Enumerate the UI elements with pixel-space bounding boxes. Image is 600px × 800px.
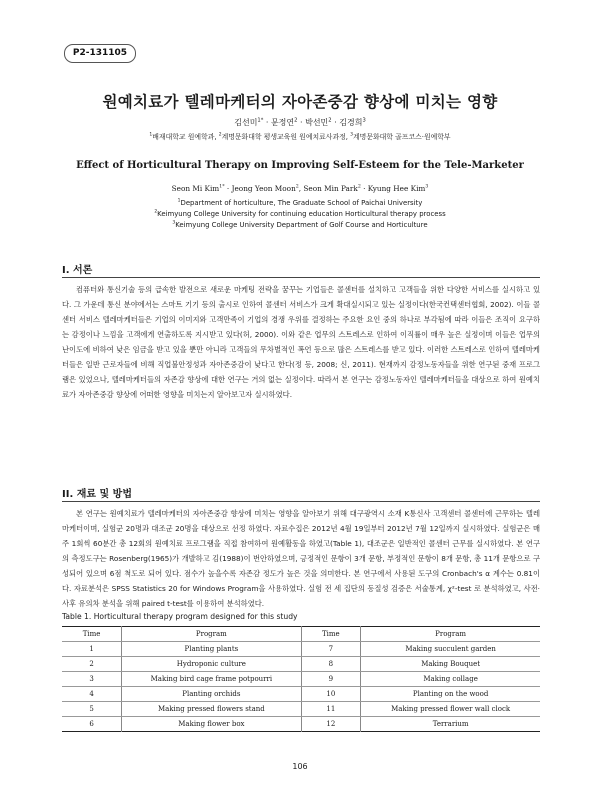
section-divider bbox=[62, 501, 540, 502]
table-cell: 2 bbox=[62, 657, 122, 672]
author-name: · 김경희 bbox=[331, 118, 363, 127]
table-cell: 8 bbox=[301, 657, 361, 672]
aff-sup: 3 bbox=[172, 220, 176, 226]
aff-text: 계명문화대학 골프코스·원예학부 bbox=[353, 133, 451, 141]
author-name: , Seon Min Park bbox=[298, 184, 358, 193]
aff-text: Department of horticulture, The Graduate School of Paichai University bbox=[180, 199, 423, 207]
table-cell: Planting on the wood bbox=[361, 687, 540, 702]
table-row bbox=[62, 642, 540, 657]
author-name: Seon Mi Kim bbox=[171, 184, 220, 193]
table-row bbox=[62, 657, 540, 672]
header-time: Time bbox=[62, 627, 122, 642]
table-cell: Planting plants bbox=[122, 642, 301, 657]
page-number: 106 bbox=[292, 762, 308, 771]
table-cell: 12 bbox=[301, 717, 361, 732]
aff-sup: 2 bbox=[154, 209, 158, 215]
english-affiliation-2 bbox=[0, 210, 600, 218]
header-time: Time bbox=[301, 627, 361, 642]
author-name: · Jeong Yeon Moon bbox=[224, 184, 296, 193]
table-cell: Making succulent garden bbox=[361, 642, 540, 657]
section-title-intro: I. 서론 bbox=[62, 265, 93, 276]
author-name: 김선미 bbox=[234, 118, 258, 127]
methods-paragraph: 본 연구는 원예치료가 텔레마케터의 자아존중감 향상에 미치는 영향을 알아보기 위해 대구광역시 소재 K통신사 고객센터 콜센터에 근무하는 텔레마케터이며, 실험군 20명과 대조군 20명을 대상으로 선정 하였다. 자료수집은 2012년 4월 19일부터 2012년 7월 12일까지 실시하였다. 실험군은 매주 1회씩 60분간 총 12회의 원예치료 프로그램을 직접 참여하여 원예활동을 하였고(Table 1), 대조군은 일반적인 콜센터 근무를 실시하였다. 본 연구의 측정도구는 Rosenberg(1965)가 개발하고 김(1988)이 번안하였으며, 긍정적인 문항이 3개 문항, 부정적인 문항이 8개 문항, 총 11개 문항으로 구성되어 있으며 6점 척도로 되어 있다. 점수가 높을수록 자존감 정도가 높은 것을 의미한다. 본 연구에서 사용된 도구의 Cronbach's α 계수는 0.81이다. 자료분석은 SPSS Statistics 20 for Windows Program을 사용하였다. 실험 전 세 집단의 동질성 검증은 서술통계, χ²-test 로 분석하였고, 사전·사후 유의차 분석을 위해 paired t-test를 이용하여 분석하였다. bbox=[62, 509, 540, 608]
aff-text: 배재대학교 원예학과, bbox=[152, 133, 219, 141]
aff-text: Keimyung College University for continuing education Horticultural therapy process bbox=[157, 210, 446, 218]
table-cell: Making collage bbox=[361, 672, 540, 687]
aff-sup: 1 bbox=[149, 132, 153, 138]
table-row bbox=[62, 687, 540, 702]
author-name: · 박선민 bbox=[297, 118, 329, 127]
table-row bbox=[62, 672, 540, 687]
author-sup: 3 bbox=[425, 184, 429, 190]
table-header-row bbox=[62, 627, 540, 642]
author-sup: 1* bbox=[219, 184, 225, 190]
english-affiliation-1 bbox=[0, 199, 600, 207]
author-sup: 2 bbox=[328, 117, 332, 124]
aff-text: Keimyung College University Department of Golf Course and Horticulture bbox=[175, 221, 428, 229]
header-program: Program bbox=[361, 627, 540, 642]
aff-text: 계명문화대학 평생교육원 원예치료사과정, bbox=[221, 133, 351, 141]
english-title: Effect of Horticultural Therapy on Improving Self-Esteem for the Tele-Marketer bbox=[76, 160, 524, 171]
table-cell: Terrarium bbox=[432, 720, 469, 728]
author-sup: 3 bbox=[362, 117, 366, 124]
table-cell: 7 bbox=[301, 642, 361, 657]
table-cell: 9 bbox=[301, 672, 361, 687]
korean-affiliations bbox=[0, 131, 600, 141]
aff-sup: 3 bbox=[350, 132, 353, 138]
section-title-methods: II. 재료 및 방법 bbox=[62, 489, 132, 500]
table-cell: Hydroponic culture bbox=[122, 657, 301, 672]
table-caption: Table 1. Horticultural therapy program designed for this study bbox=[62, 612, 298, 621]
author-sup: 2 bbox=[295, 184, 299, 190]
author-name: · Kyung Hee Kim bbox=[360, 184, 426, 193]
table-cell: Making pressed flowers stand bbox=[122, 702, 301, 717]
korean-title: 원예치료가 텔레마케터의 자아존중감 향상에 미치는 영향 bbox=[102, 93, 498, 111]
program-table bbox=[62, 626, 540, 732]
header-program: Program bbox=[122, 627, 301, 642]
table-row bbox=[62, 702, 540, 717]
table-cell: Making pressed flower wall clock bbox=[361, 702, 540, 717]
table-cell: Making flower box bbox=[122, 717, 301, 732]
english-authors bbox=[0, 184, 600, 193]
korean-authors bbox=[0, 117, 600, 128]
author-sup: 2 bbox=[294, 117, 298, 124]
table-cell: Making bird cage frame potpourri bbox=[122, 672, 301, 687]
table-cell: Planting orchids bbox=[122, 687, 301, 702]
table-cell: 10 bbox=[301, 687, 361, 702]
english-affiliation-3 bbox=[0, 221, 600, 229]
author-name: · 문정연 bbox=[263, 118, 295, 127]
author-sup: 2 bbox=[357, 184, 361, 190]
author-sup: 1* bbox=[257, 117, 264, 124]
table-cell: Making Bouquet bbox=[361, 657, 540, 672]
table-cell: 6 bbox=[62, 717, 122, 732]
table-cell: 11 bbox=[301, 702, 361, 717]
section-divider bbox=[62, 277, 540, 278]
paper-id-badge: P2-131105 bbox=[64, 44, 136, 63]
table-cell: 1 bbox=[62, 642, 122, 657]
table-cell: 3 bbox=[62, 672, 122, 687]
aff-sup: 1 bbox=[177, 198, 181, 204]
table-row bbox=[62, 717, 540, 732]
aff-sup: 2 bbox=[218, 132, 222, 138]
table-cell: 4 bbox=[62, 687, 122, 702]
table-cell: 5 bbox=[62, 702, 122, 717]
intro-paragraph: 컴퓨터와 통신기술 등의 급속한 발전으로 새로운 마케팅 전략을 꿈꾸는 기업들은 콜센터를 설치하고 고객들을 위한 다양한 서비스를 실시하고 있다. 그 가운데 통신 분야에서는 스마트 기기 등의 출시로 인하여 콜센터 서비스가 크게 확대실시되고 있는 실정이다(한국컨택센터협회, 2002). 이들 콜센터 서비스 텔레마케터들은 기업의 이미지와 고객만족이 기업의 경쟁 우위를 결정하는 주요한 요인 중의 하나로 부각됨에 따라 이들은 조직이 요구하는 감정이나 느낌을 고객에게 연출하도록 지시받고 있다(허, 2000). 이와 같은 업무의 스트레스로 인하여 이직률이 매우 높은 실정이며 이들은 업무의 난이도에 비하여 낮은 임금을 받고 있을 뿐만 아니라 고객들의 무차별적인 폭언 등으로 많은 스트레스를 받고 있다. 이러한 스트레스로 인하여 텔레마케터들은 일반 근로자들에 비해 직업불안정성과 자아존중감이 낮다고 한다(정 등, 2008; 신, 2011). 현재까지 감정노동자들을 위한 연구된 중재 프로그램은 있었으나, 텔레마케터들의 자존감 향상에 대한 연구는 거의 없는 실정이다. 따라서 본 연구는 감정노동자인 텔레마케터들을 대상으로 하여 원예치료가 자아존중감 향상에 어떠한 영향을 미치는지 알아보고자 실시하였다. bbox=[62, 285, 540, 399]
